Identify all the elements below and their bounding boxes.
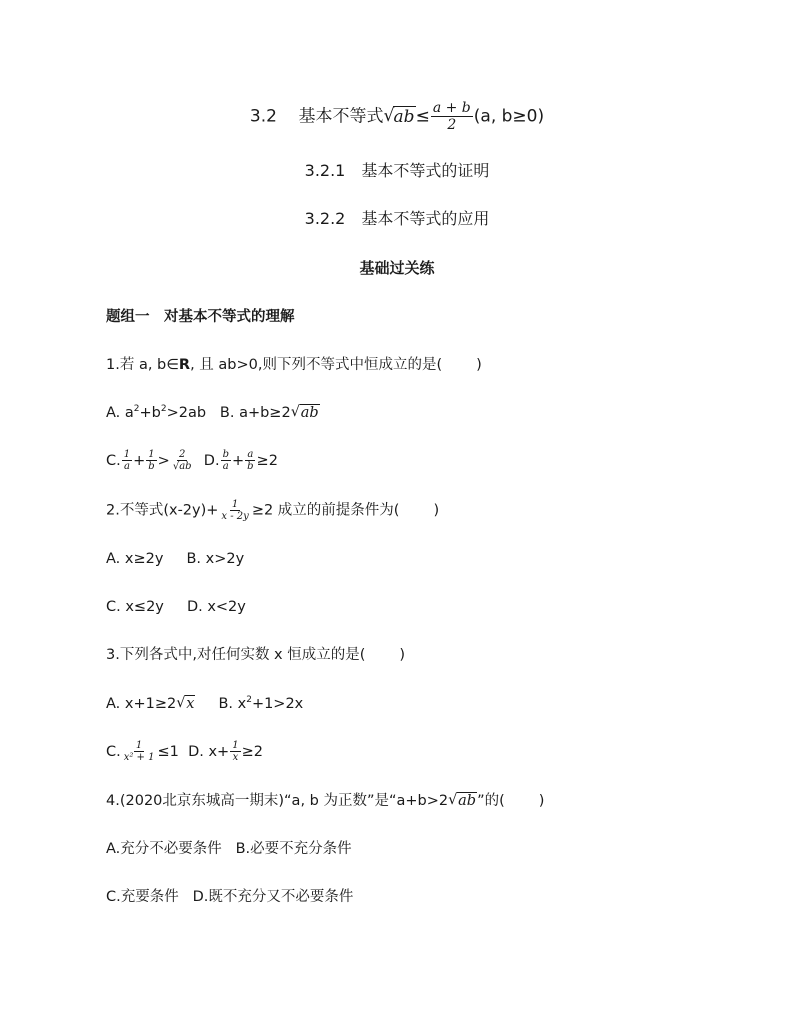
question-3-options-ab: [106, 694, 303, 714]
q4-option-d[interactable]: D.既不充分又不必要条件: [192, 889, 354, 905]
q1-option-b[interactable]: B. a+b≥2√ ab: [220, 405, 320, 421]
q2-option-b[interactable]: B. x>2y: [186, 551, 245, 567]
q2-option-d[interactable]: D. x<2y: [186, 599, 246, 615]
section-number: 3.2: [249, 106, 277, 127]
title-condition: (a, b≥0): [473, 106, 545, 127]
q3-option-d[interactable]: D. x+ $\frac{1}{x}$ ≥2: [188, 740, 263, 763]
q3-option-a[interactable]: A. x+1≥2√ x: [106, 696, 195, 712]
subsection-1: 3.2.1 基本不等式的证明: [304, 161, 490, 180]
question-4-options-cd: [106, 887, 353, 907]
question-1-options-ab: [106, 403, 320, 423]
question-4-options-ab: [106, 839, 352, 859]
question-2-options-cd: [106, 597, 246, 617]
q1-option-d[interactable]: D. $\frac{b}{a}$ + $\frac{a}{b}$ ≥2: [203, 449, 278, 472]
q4-option-c[interactable]: C.充要条件: [106, 889, 179, 905]
q4-option-b[interactable]: B.必要不充分条件: [235, 841, 352, 857]
q1-option-c[interactable]: C. $\frac{1}{a}$ + $\frac{1}{b}$ > $\frac{2}{√ab}$: [106, 449, 192, 472]
question-2: 2.不等式(x-2y)+ $\frac{1}{x - 2y}$ ≥2 成立的前提条件为( ): [106, 499, 440, 522]
question-1-options-cd: [106, 449, 278, 472]
q3-option-b[interactable]: B. $x^2+1>2x$: [218, 695, 304, 712]
question-3-options-cd: [106, 740, 263, 763]
question-4: 4.(2020北京东城高一期末)“a, b 为正数”是“a+b>2√ ab”的( ): [106, 791, 544, 811]
section-title: 3.2 基本不等式√ ab≤ $\frac{a + b}{2}$ (a, b≥0): [0, 100, 794, 133]
question-1: 1.若 a, b∈R, 且 ab>0,则下列不等式中恒成立的是( ): [106, 357, 482, 373]
q2-option-a[interactable]: A. x≥2y: [106, 551, 164, 567]
section-title-text: 基本不等式: [298, 106, 384, 127]
q3-option-c[interactable]: C. $\frac{1}{\text{x² + 1}}$ ≤1: [106, 740, 179, 763]
question-2-options-ab: [106, 549, 244, 569]
q4-option-a[interactable]: A.充分不必要条件: [106, 841, 222, 857]
practice-title: 基础过关练: [359, 259, 435, 277]
subsection-2: 3.2.2 基本不等式的应用: [304, 209, 490, 228]
q2-option-c[interactable]: C. x≤2y: [106, 599, 164, 615]
title-sqrt: √ ab: [384, 107, 416, 127]
group-title: 题组一 对基本不等式的理解: [106, 309, 295, 325]
question-3: 3.下列各式中,对任何实数 x 恒成立的是( ): [106, 647, 406, 663]
title-fraction: $\frac{a + b}{2}$: [432, 100, 471, 133]
q1-option-a[interactable]: A. $a^2+b^2>2ab$: [106, 404, 207, 421]
